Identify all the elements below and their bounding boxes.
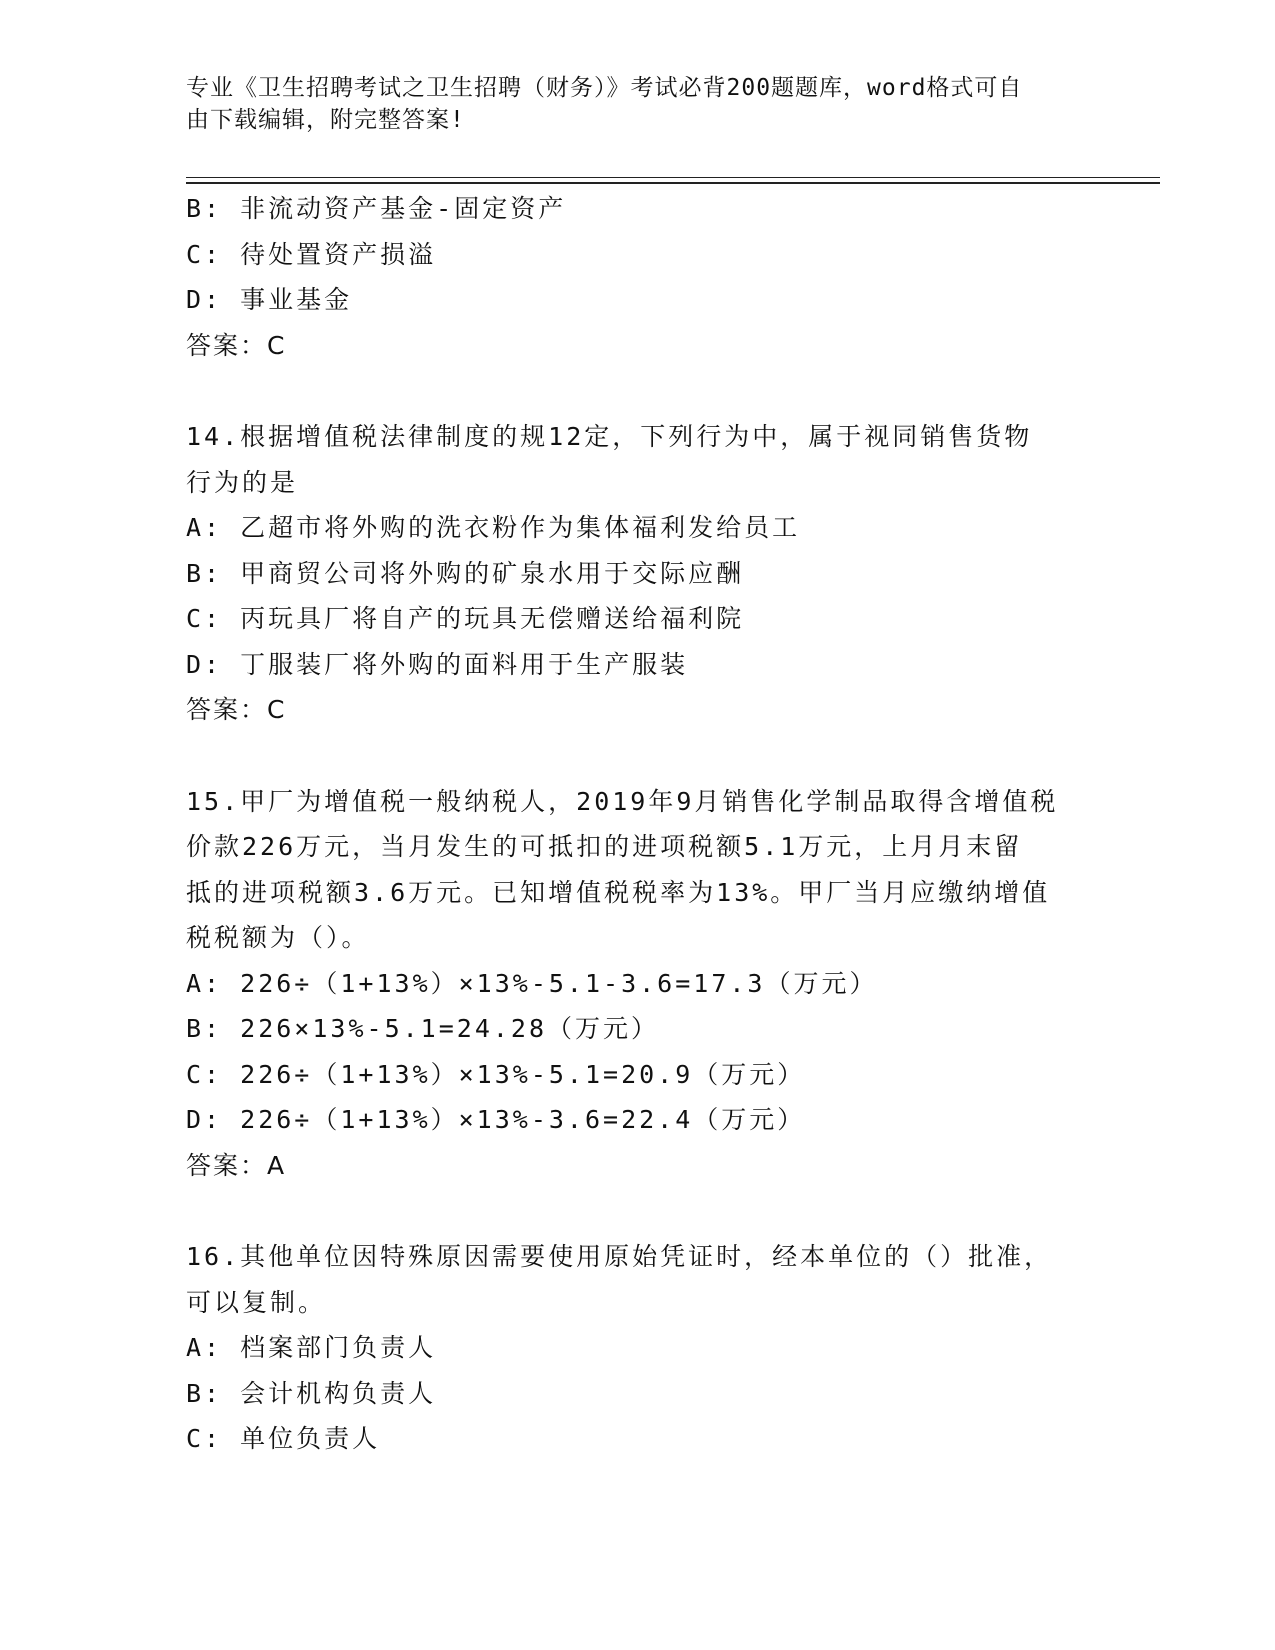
q15-text-line-2: 价款226万元，当月发生的可抵扣的进项税额5.1万元，上月月末留 [186, 832, 1023, 861]
q16-option-b: B: 会计机构负责人 [186, 1378, 437, 1408]
q14-answer: 答案：C [186, 695, 287, 724]
question-15 [186, 779, 1086, 1189]
q14-option-c: C: 丙玩具厂将自产的玩具无偿赠送给福利院 [186, 604, 745, 633]
q14-text-line-1: 14.根据增值税法律制度的规12定，下列行为中，属于视同销售货物 [186, 422, 1033, 451]
question-14 [186, 414, 1086, 733]
header-intro-line-1: 专业《卫生招聘考试之卫生招聘（财务）》考试必背200题题库，word格式可自 [186, 75, 1023, 101]
q13-option-c: C: 待处置资产损溢 [186, 239, 437, 269]
q14-option-a: A: 乙超市将外购的洗衣粉作为集体福利发给员工 [186, 513, 801, 542]
q13-option-b: B: 非流动资产基金-固定资产 [186, 194, 567, 223]
q14-option-b: B: 甲商贸公司将外购的矿泉水用于交际应酬 [186, 558, 745, 588]
question-list [186, 186, 1086, 1462]
q15-option-a: A: 226÷（1+13%）×13%-5.1-3.6=17.3（万元） [186, 968, 878, 998]
header-divider-thick [186, 182, 1160, 184]
q14-option-d: D: 丁服装厂将外购的面料用于生产服装 [186, 649, 689, 679]
header-intro-line-2: 由下载编辑，附完整答案! [186, 107, 465, 133]
question-spacer [186, 1188, 1086, 1234]
q16-option-a: A: 档案部门负责人 [186, 1333, 437, 1362]
question-13-tail [186, 186, 1086, 368]
q13-answer: 答案：C [186, 330, 287, 360]
question-spacer [186, 368, 1086, 414]
document-header [186, 72, 1086, 136]
q16-text-line-1: 16.其他单位因特殊原因需要使用原始凭证时，经本单位的（）批准， [186, 1242, 1053, 1271]
q16-option-c: C: 单位负责人 [186, 1424, 381, 1453]
q15-option-d: D: 226÷（1+13%）×13%-3.6=22.4（万元） [186, 1105, 806, 1134]
q15-text-line-4: 税税额为（）。 [186, 923, 370, 952]
q14-text-line-2: 行为的是 [186, 467, 299, 497]
question-spacer [186, 733, 1086, 779]
q15-option-c: C: 226÷（1+13%）×13%-5.1=20.9（万元） [186, 1059, 806, 1089]
question-16 [186, 1234, 1086, 1462]
q13-option-d: D: 事业基金 [186, 285, 353, 314]
q16-text-line-2: 可以复制。 [186, 1287, 327, 1317]
q15-text-line-3: 抵的进项税额3.6万元。已知增值税税率为13%。甲厂当月应缴纳增值 [186, 877, 1051, 907]
q15-text-line-1: 15.甲厂为增值税一般纳税人，2019年9月销售化学制品取得含增值税 [186, 786, 1059, 816]
q15-option-b: B: 226×13%-5.1=24.28（万元） [186, 1014, 660, 1043]
q15-answer: 答案：A [186, 1150, 287, 1180]
header-divider-thin [186, 177, 1160, 178]
